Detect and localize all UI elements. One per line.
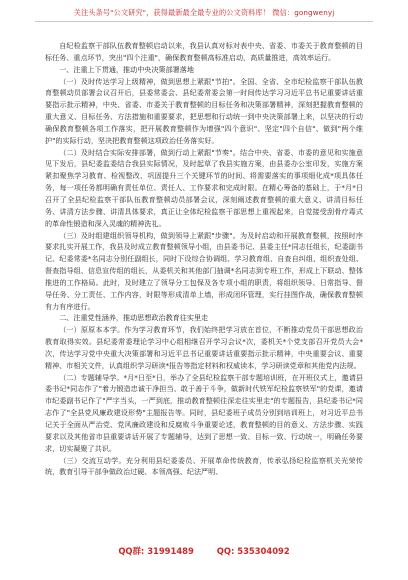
page-header: 关注头条号"公文研究"，获得最新最全最专业的公文资料库！ 微信：gongwenyj (35, 8, 373, 22)
body-paragraph: （一）及时传达学习上级精神，做到思想上紧跟"节拍"。全国、全省、全市纪检监察干部队伍教育整顿动员部署会议召开后，县委常委会、县纪委常委会第一时间传达学习习近平总书记重要讲话重要指示批示精神，中央、省委、市委关于教育整顿的目标任务和决策部署精神，深刻把握教育整顿的重大意义、目标任务、方法措施和重要要求，把思想和行动统一到中央决策部署上来，以坚决的行动确保教育整顿各项工作落实，把开展教育整顿作为增强"四个意识"、坚定"四个自信"、做到"两个维护"的实际行动，坚决把教育整顿这项政治任务落实好。 (45, 76, 363, 145)
page-footer (0, 545, 408, 557)
body-paragraph: （一）原原本本学。作为学习教育环节，我们始终把学习放在首位，不断推动党员干部思想政治教育取得实效。县纪委常委理论学习中心组相继召开学习会议*次，委机关*个党支部召开党员大会*次，传达学习党中央重大决策部署和习近平总书记重要讲话重要指示批示精神，中央重要会议、重要精神、市相关文件，认真组织学习研读*报告等指定材料和权威读本，学习研读党章和其他党内法规。 (45, 325, 363, 370)
body-paragraph: （三）及时组建组织领导机构，做到领导上紧跟"步骤"。为及时启动和开展教育整顿，按照时序要求扎实开展工作，我县及时成立教育整顿领导小组，由县委书记、县委主任*同志任组长，纪委副书记、纪委常委*名同志分别任副组长，同时下设综合协调组、学习教育组、自查自纠组、组织查处组、督查指导组、信息宣传组的组长，从委机关和其他部门抽调*名同志到专班工作，形成上下联动、整体推进的工作格局。此时，及时建立了领导分工包保及各专项小组的职责，将组织领导、日常指导、督导任务、分工责任、工作内容，时限等形成清单上墙，形成闭环管理，实行挂图作战，确保教育整顿有力有序进行。 (45, 230, 363, 311)
body-paragraph: （二）及时结合实际安排部署，做到行动上紧跟"节奏"。结合中央、省委、市委的意见和实施意见下发后，县纪委监委结合我县实际情况，及时起草了我县实施方案，由县委办公室印发，实施方案紧扣聚焦学习教育、检视整改、巩固提升三个关键环节的时间、将需要落实的事项细化成*项具体任务，每一项任务都明确有责任单位、责任人、工作要求和完成时限。在精心筹备的基础上，于*月*日召开了全县纪检监察干部队伍教育整顿动员部署会议，深刻阐述教育整顿的重大意义、讲清目标任务、讲清方法步骤、讲清具体要求，真正让全体纪检监察干部思想上重视起来，自觉接受刮骨疗毒式的革命性锻造和深入灵魂的精神洗礼。 (45, 147, 363, 228)
section-heading-1: 一、注重上下贯通，推动中央决策部署落地 (59, 64, 194, 74)
section-heading-2: 二、注重党性涵养，推动思想政治教育往实里走 (59, 313, 209, 323)
document-body (45, 40, 363, 528)
qq-group: QQ群: 31991489 (118, 546, 194, 556)
intro-paragraph: 自纪检监察干部队伍教育整顿启动以来，我县认真对标对表中央、省委、市委关于教育整顿的目标任务、重点环节，突出"四个注重"，确保教育整顿高标准启动，高质量推进，高效率运行。 (45, 41, 363, 62)
body-paragraph: （三）交流互动学。充分利用县纪委委员、开展革命传统教育，传承弘扬纪检监察机关光荣传统，教育引导干部争做政治过硬、本领高强、纪法严明、 (45, 455, 363, 477)
body-paragraph: （二）专题辅导学。*月*日至*日，举办了全县纪检监察干部专题培训班，在开班仪式上，邀请县委书记*同志作了"着力锻造忠诚干净担当、敢于善于斗争，做新时代铁军纪检监察铁军"的党课，邀请市纪委副书记作了"严字当头，一严到底，推动教育整顿往深走往实里走"的专题报告，县纪委书记*同志作了"全县党风廉政建设形势"主题报告等。同时，县纪委班子成员分别到培训班上，对习近平总书记关于全面从严治党、党风廉政建设和反腐败斗争重要论述，教育整顿的目的意义、方法步骤、实践要求以及其他省市县重要讲话开展了专题辅导，达到了思想一致、目标一致、行动统一，明确任务要求，切实凝聚了共识。 (45, 372, 363, 453)
qq-contact: QQ: 535304092 (216, 546, 290, 556)
